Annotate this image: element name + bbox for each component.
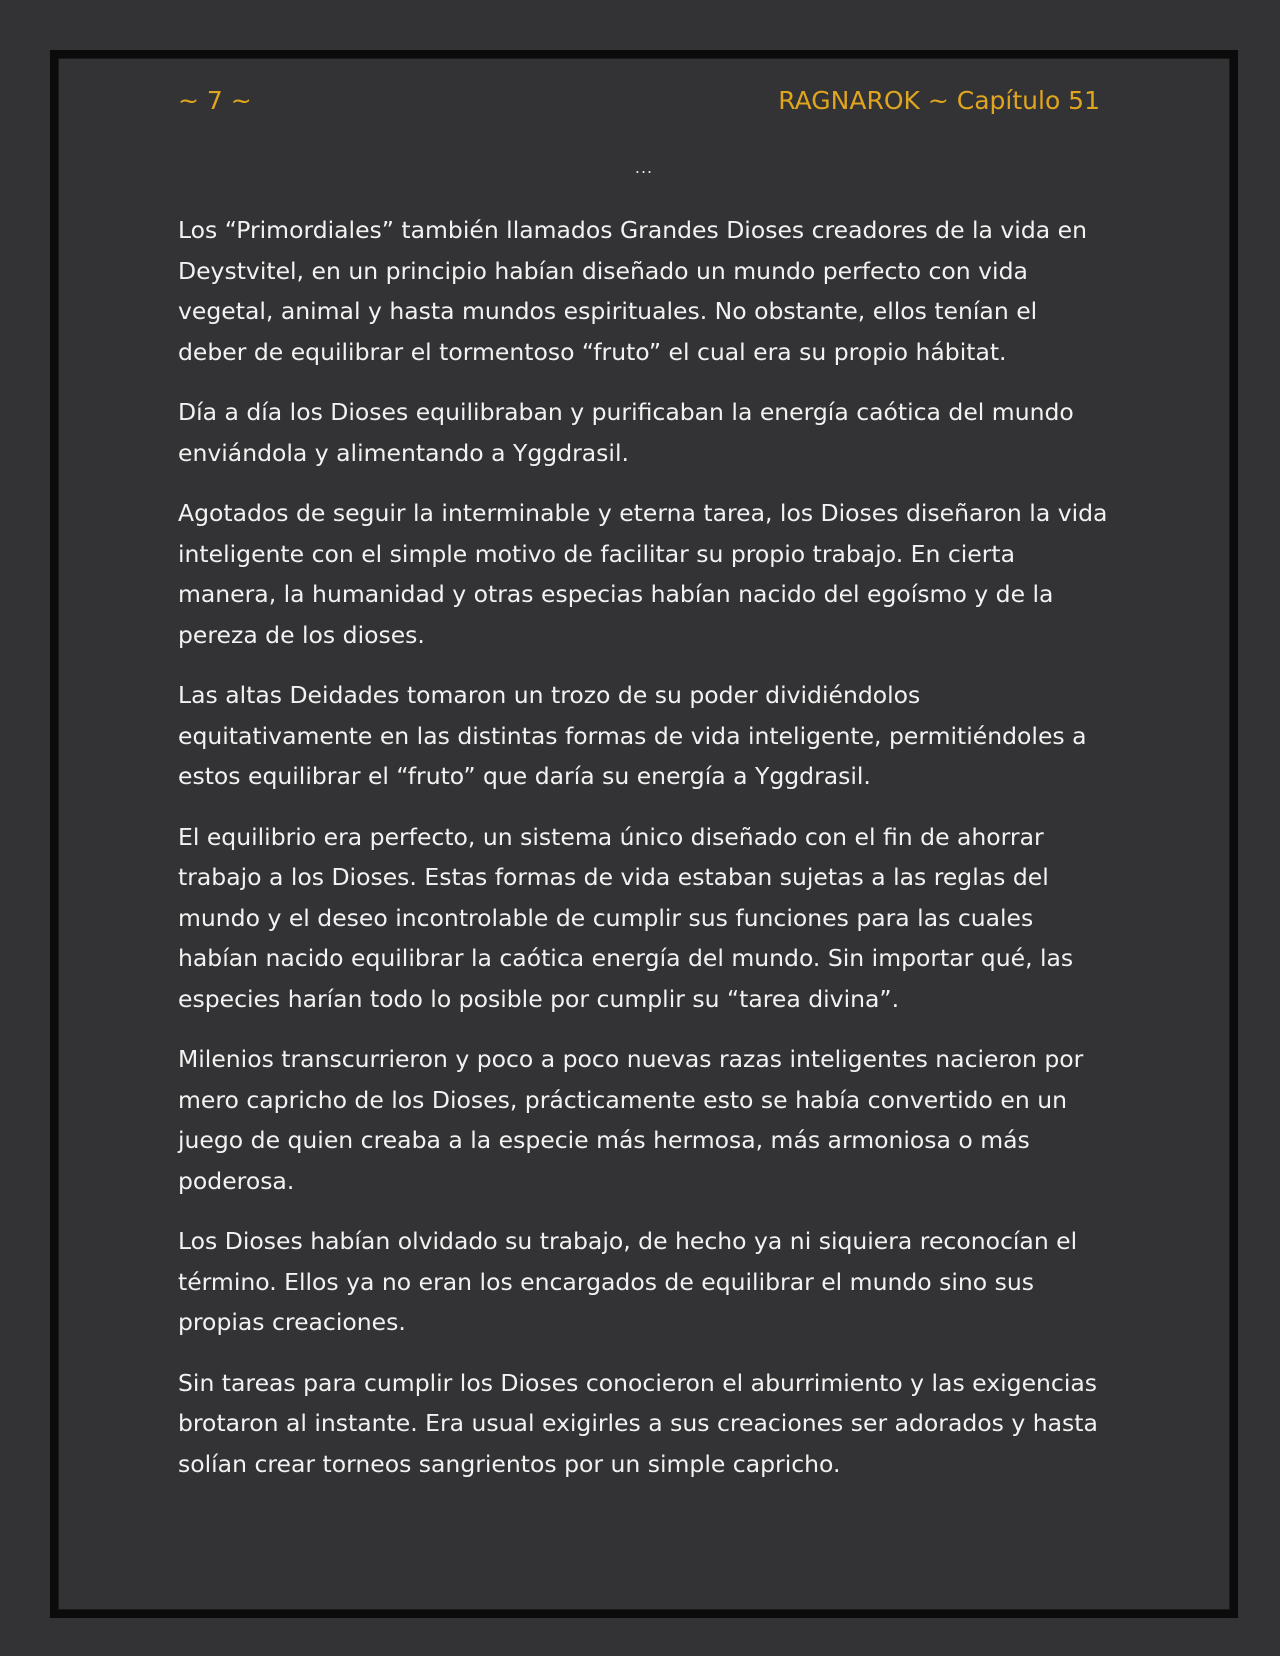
paragraph: Sin tareas para cumplir los Dioses conocieron el aburrimiento y las exigencias brotaron al instante. Era usual exigirles a sus creaciones ser adorados y hasta solían crear torneos sangrientos por un simple capricho. [178, 1368, 1098, 1478]
paragraph: Las altas Deidades tomaron un trozo de su poder dividiéndolos equitativamente en las distintas formas de vida inteligente, permitiéndoles a estos equilibrar el “fruto” que daría su energía a Yggdrasil. [178, 681, 1087, 790]
paragraph: Milenios transcurrieron y poco a poco nuevas razas inteligentes nacieron por mero capricho de los Dioses, prácticamente esto se había convertido en un juego de quien creaba a la especie más hermosa, más armoniosa o más poderosa. [178, 1045, 1084, 1195]
paragraph: Día a día los Dioses equilibraban y purificaban la energía caótica del mundo enviándola y alimentando a Yggdrasil. [178, 398, 1074, 467]
paragraph: Los “Primordiales” también llamados Grandes Dioses creadores de la vida en Deystvitel, en un principio habían diseñado un mundo perfecto con vida vegetal, animal y hasta mundos espirituales. No obstante, ellos tenían el deber de equilibrar el tormentoso “fruto” el cual era su propio hábitat. [178, 216, 1087, 366]
paragraph: Los Dioses habían olvidado su trabajo, de hecho ya ni siquiera reconocían el término. Ellos ya no eran los encargados de equilibrar el mundo sino sus propias creaciones. [178, 1227, 1078, 1336]
section-separator: ... [634, 158, 654, 177]
chapter-title: RAGNAROK ~ Capítulo 51 [778, 86, 1100, 115]
page-frame [50, 50, 1238, 1618]
page-header [178, 86, 1100, 122]
paragraph: Agotados de seguir la interminable y eterna tarea, los Dioses diseñaron la vida inteligente con el simple motivo de facilitar su propio trabajo. En cierta manera, la humanidad y otras especias habían nacido del egoísmo y de la pereza de los dioses. [178, 499, 1108, 649]
paragraph: El equilibrio era perfecto, un sistema único diseñado con el fin de ahorrar trabajo a los Dioses. Estas formas de vida estaban sujetas a las reglas del mundo y el deseo incontrolable de cumplir sus funciones para las cuales habían nacido equilibrar la caótica energía del mundo. Sin importar qué, las especies harían todo lo posible por cumplir su “tarea divina”. [178, 822, 1074, 1013]
chapter-body [178, 210, 1113, 1504]
page-number: ~ 7 ~ [178, 86, 252, 115]
